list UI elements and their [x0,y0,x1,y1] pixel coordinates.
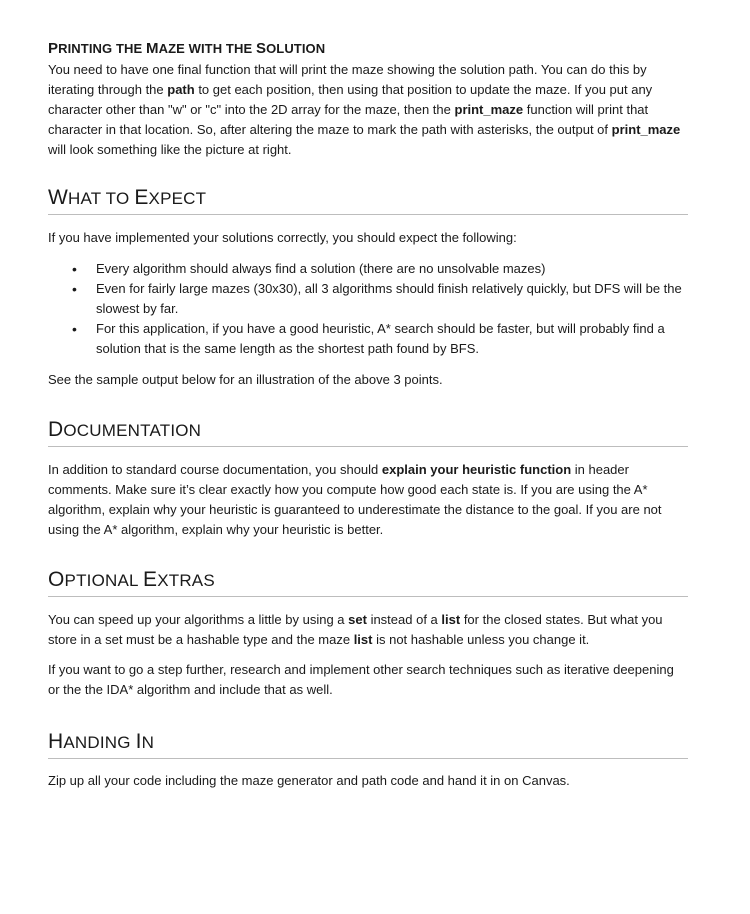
section-title-printing-maze: PRINTING THE MAZE WITH THE SOLUTION [48,40,326,57]
extras-paragraph-1: You can speed up your algorithms a little by using a set instead of a list for the closed states. But what you store in a set must be a hashable type and the maze list is not hashable unless you change it. [48,612,663,647]
printing-maze-paragraph: You need to have one final function that will print the maze showing the solution path. You can do this by iterating through the path to get each position, then using that position to update the maze. If you put any character other than "w" or "c" into the 2D array for the maze, then the print_maze function will print that character in that location. So, after altering the maze to mark the path with asterisks, the output of print_maze will look something like the picture at right. [48,62,681,157]
section-title-what-to-expect: WHAT TO EXPECT [48,186,688,215]
expect-intro: If you have implemented your solutions correctly, you should expect the following: [48,230,517,245]
expect-list [48,259,688,359]
expect-outro: See the sample output below for an illustration of the above 3 points. [48,372,443,387]
handin-paragraph: Zip up all your code including the maze generator and path code and hand it in on Canvas. [48,773,570,788]
section-title-optional-extras: OPTIONAL EXTRAS [48,568,688,597]
list-item: • Every algorithm should always find a solution (there are no unsolvable mazes) [48,259,688,279]
section-title-handing-in: HANDING IN [48,730,688,759]
list-item: • For this application, if you have a good heuristic, A* search should be faster, but will probably find a solution that is the same length as the shortest path found by BFS. [48,319,688,359]
section-title-documentation: DOCUMENTATION [48,418,688,447]
list-item: • Even for fairly large mazes (30x30), all 3 algorithms should finish relatively quickly, but DFS will be the slowest by far. [48,279,688,319]
documentation-paragraph: In addition to standard course documentation, you should explain your heuristic function in header comments. Make sure it’s clear exactly how you compute how good each state is. If you are using the A* algorithm, explain why your heuristic is guaranteed to underestimate the distance to the goal. If you are not using the A* algorithm, explain why your heuristic is better. [48,462,662,537]
extras-paragraph-2: If you want to go a step further, research and implement other search techniques such as iterative deepening or the the IDA* algorithm and include that as well. [48,662,674,697]
document-page [48,40,688,791]
